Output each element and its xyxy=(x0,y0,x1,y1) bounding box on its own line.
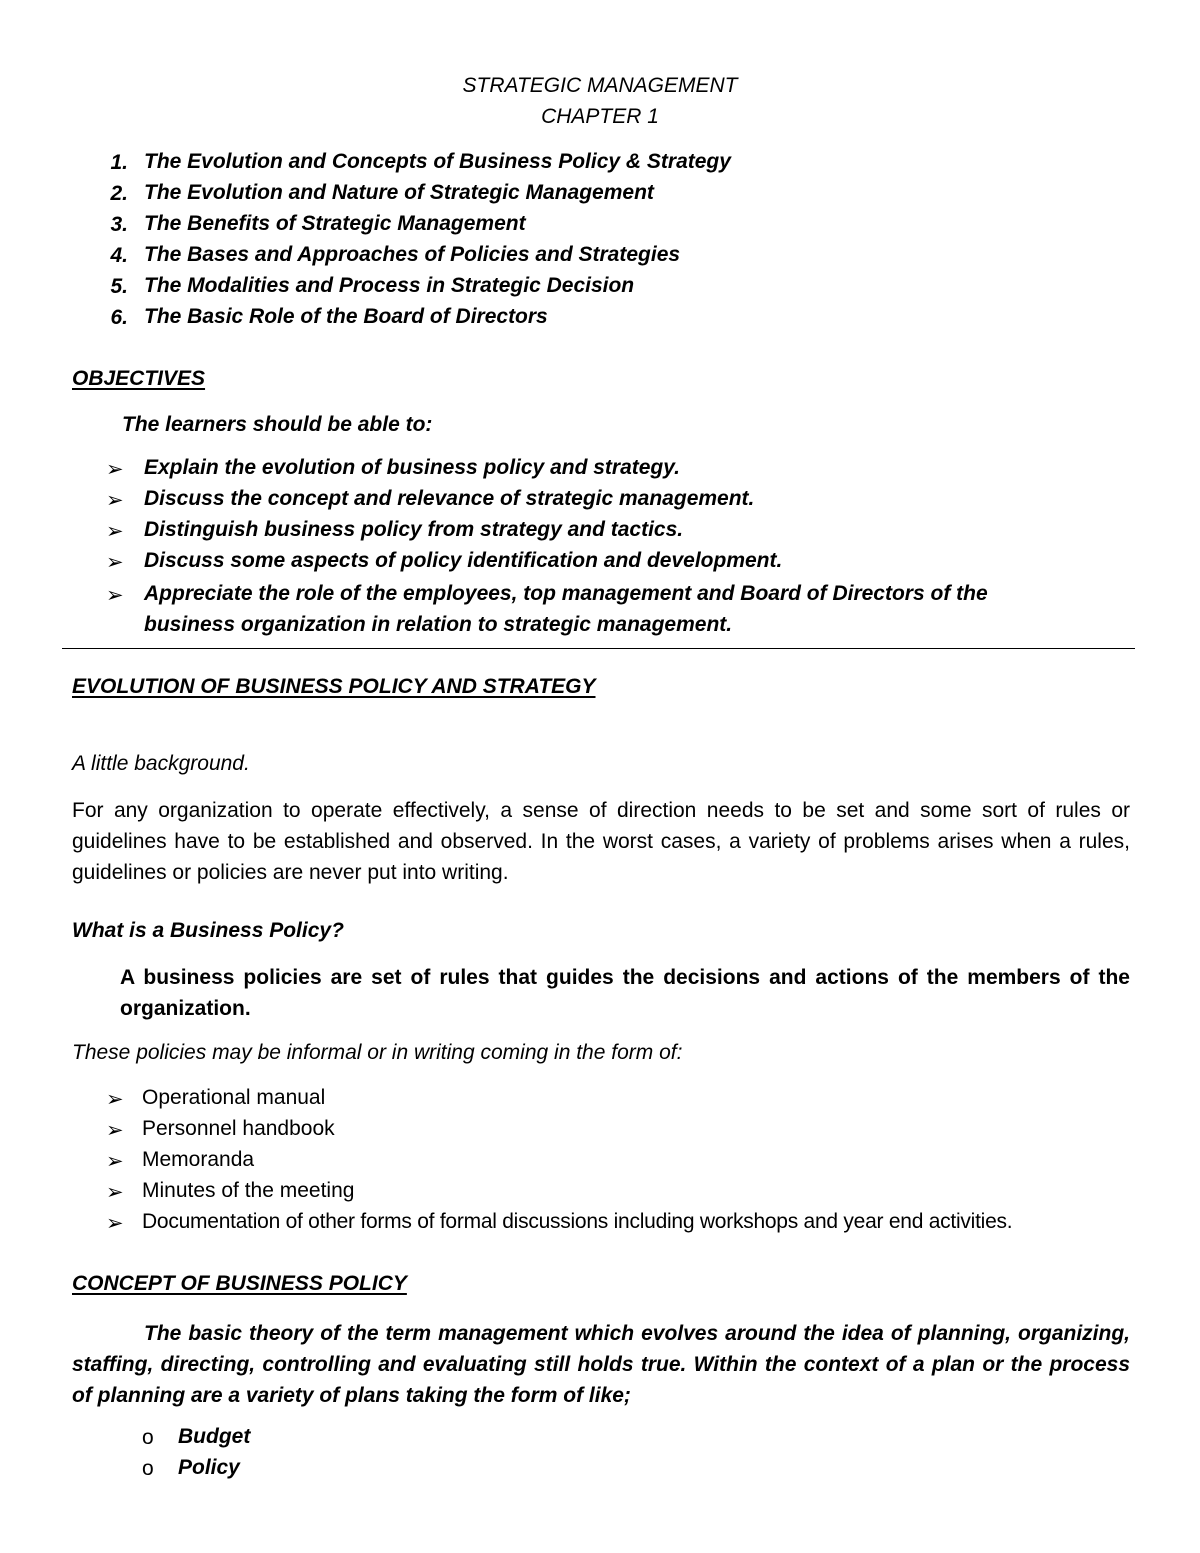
policy-form-text: Documentation of other forms of formal discussions including workshops and year end activities. xyxy=(142,1210,1013,1233)
evolution-paragraph: For any organization to operate effectively, a sense of direction needs to be set and some sort of rules or guidelines have to be established and observed. In the worst cases, a variety of problems arises when a rules, guidelines or policies are never put into writing. xyxy=(72,799,1130,884)
topic-text: The Basic Role of the Board of Directors xyxy=(144,305,548,328)
evolution-heading: EVOLUTION OF BUSINESS POLICY AND STRATEGY xyxy=(72,675,596,698)
topic-text: The Modalities and Process in Strategic Decision xyxy=(144,274,635,297)
objective-text: Discuss the concept and relevance of strategic management. xyxy=(144,487,755,510)
plan-text: Budget xyxy=(178,1425,251,1448)
objective-text-continuation: business organization in relation to strategic management. xyxy=(144,613,733,636)
arrow-bullet-icon: ➢ xyxy=(106,520,124,543)
objective-text: Discuss some aspects of policy identification and development. xyxy=(144,549,783,572)
topic-text: The Evolution and Nature of Strategic Management xyxy=(144,181,654,204)
topic-text: The Bases and Approaches of Policies and Strategies xyxy=(144,243,681,266)
topic-number: 2. xyxy=(110,182,128,205)
policy-form-text: Minutes of the meeting xyxy=(142,1179,355,1202)
policy-form-text: Personnel handbook xyxy=(142,1117,335,1140)
arrow-bullet-icon: ➢ xyxy=(106,584,124,607)
concept-paragraph: The basic theory of the term management which evolves around the idea of planning, organizing, staffing, directing, controlling and evaluating still holds true. Within the context of a plan or the process of planning are a variety of plans taking the form of like; xyxy=(72,1322,1130,1407)
arrow-bullet-icon: ➢ xyxy=(106,1088,124,1111)
arrow-bullet-icon: ➢ xyxy=(106,1212,124,1235)
topic-number: 1. xyxy=(110,151,128,174)
evolution-subheading: A little background. xyxy=(72,752,250,775)
policy-form-text: Operational manual xyxy=(142,1086,326,1109)
circle-bullet-icon: o xyxy=(142,1426,154,1449)
business-policy-definition: A business policies are set of rules that guides the decisions and actions of the members of the organization. xyxy=(120,966,1130,1020)
objective-text: Distinguish business policy from strategy and tactics. xyxy=(144,518,684,541)
concept-heading: CONCEPT OF BUSINESS POLICY xyxy=(72,1272,407,1295)
topic-text: The Benefits of Strategic Management xyxy=(144,212,526,235)
arrow-bullet-icon: ➢ xyxy=(106,1150,124,1173)
topic-number: 3. xyxy=(110,213,128,236)
arrow-bullet-icon: ➢ xyxy=(106,489,124,512)
objectives-heading: OBJECTIVES xyxy=(72,367,206,390)
topic-number: 5. xyxy=(110,275,128,298)
business-policy-question: What is a Business Policy? xyxy=(72,919,344,942)
objectives-intro: The learners should be able to: xyxy=(122,413,433,436)
plan-text: Policy xyxy=(178,1456,240,1479)
circle-bullet-icon: o xyxy=(142,1457,154,1480)
chapter-label: CHAPTER 1 xyxy=(541,105,659,128)
section-divider xyxy=(62,648,1135,649)
objective-text: Explain the evolution of business policy and strategy. xyxy=(144,456,680,479)
objective-text: Appreciate the role of the employees, top management and Board of Directors of the xyxy=(144,582,988,605)
arrow-bullet-icon: ➢ xyxy=(106,551,124,574)
policy-form-text: Memoranda xyxy=(142,1148,255,1171)
topic-number: 4. xyxy=(110,244,128,267)
arrow-bullet-icon: ➢ xyxy=(106,1181,124,1204)
arrow-bullet-icon: ➢ xyxy=(106,458,124,481)
topic-text: The Evolution and Concepts of Business Policy & Strategy xyxy=(144,150,731,173)
topic-number: 6. xyxy=(110,306,128,329)
policy-forms-intro: These policies may be informal or in writing coming in the form of: xyxy=(72,1041,683,1064)
document-title: STRATEGIC MANAGEMENT xyxy=(462,74,738,97)
arrow-bullet-icon: ➢ xyxy=(106,1119,124,1142)
